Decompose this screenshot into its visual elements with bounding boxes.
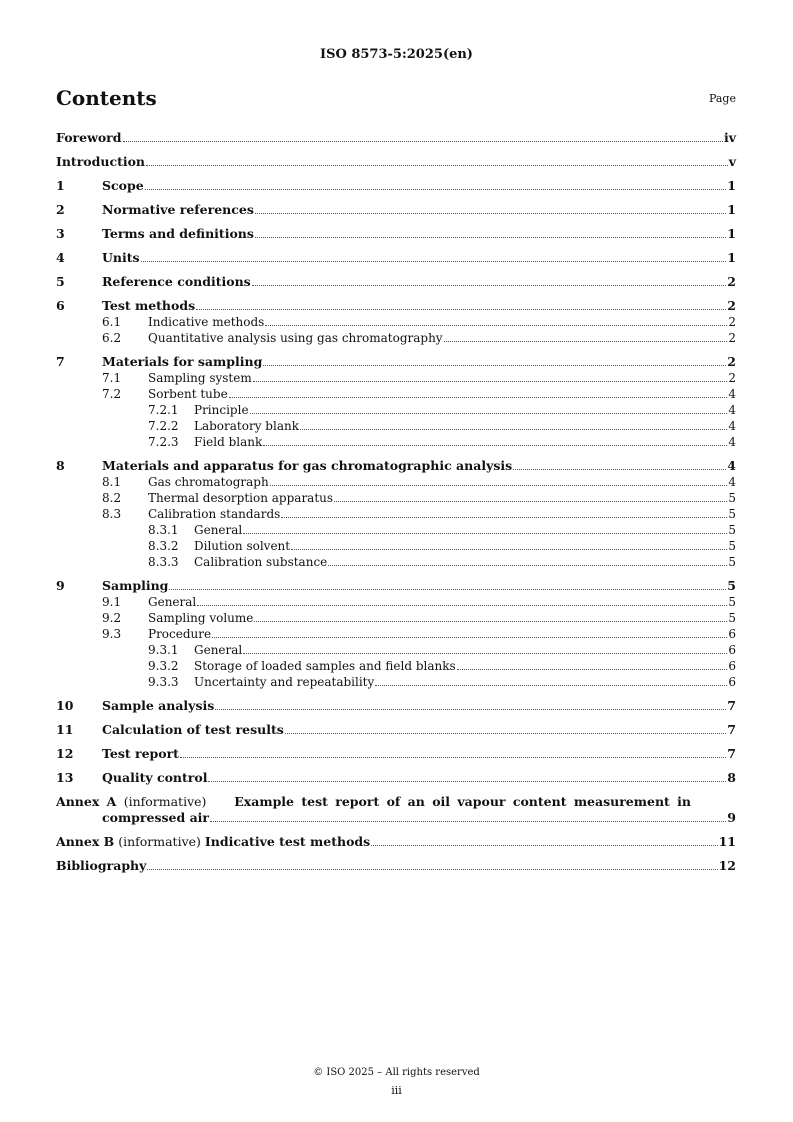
toc-entry-title: Dilution solvent: [194, 539, 291, 553]
document-identifier: ISO 8573-5:2025(en): [320, 47, 473, 62]
dot-leader: [141, 261, 727, 262]
toc-entry-number: 6.2: [102, 331, 122, 345]
dot-leader: [263, 445, 727, 446]
dot-leader: [197, 605, 727, 606]
toc-entry-page: 5: [728, 611, 736, 625]
annex-a-label: Annex A (informative): [56, 794, 207, 809]
toc-entry-number: 8.3: [102, 507, 122, 521]
toc-entry-number: 1: [56, 178, 65, 193]
toc-entry-page: 6: [728, 627, 736, 641]
toc-entry-page: 2: [727, 274, 736, 289]
toc-entry-title: Laboratory blank: [194, 419, 299, 433]
toc-entry-page: 2: [728, 331, 736, 345]
annex-b-page: 11: [718, 834, 736, 849]
dot-leader: [146, 165, 728, 166]
toc-entry[interactable]: [56, 402, 736, 418]
toc-entry-title: Quality control: [102, 770, 208, 785]
toc-entry[interactable]: [56, 698, 736, 714]
dot-leader: [291, 549, 727, 550]
toc-entry[interactable]: [56, 474, 736, 490]
copyright-notice: © ISO 2025 – All rights reserved: [313, 1067, 480, 1078]
toc-entry-title: Uncertainty and repeatability: [194, 675, 375, 689]
toc-entry-title: Sampling volume: [148, 611, 254, 625]
toc-entry-number: 8.3.3: [148, 555, 179, 569]
toc-entry-title: Calibration substance: [194, 555, 328, 569]
toc-entry[interactable]: [56, 354, 736, 370]
toc-entry-page: 5: [728, 595, 736, 609]
page-column-label: Page: [708, 92, 736, 105]
dot-leader: [300, 429, 727, 430]
dot-leader: [263, 365, 726, 366]
annex-b-title: Indicative test methods: [204, 834, 371, 849]
dot-leader: [123, 141, 723, 142]
toc-entry-page: 5: [728, 523, 736, 537]
toc-entry-number: 9.3.2: [148, 659, 179, 673]
toc-entry[interactable]: [56, 610, 736, 626]
toc-entry-page: 4: [728, 403, 736, 417]
dot-leader: [285, 733, 726, 734]
toc-entry[interactable]: [56, 298, 736, 314]
toc-entry-number: 8.2: [102, 491, 122, 505]
toc-entry-number: 8.3.1: [148, 523, 179, 537]
toc-entry-number: 7.2.1: [148, 403, 179, 417]
dot-leader: [212, 637, 727, 638]
toc-entry-title: Scope: [102, 178, 144, 193]
toc-entry-page: 2: [727, 298, 736, 313]
toc-entry-page: 4: [728, 475, 736, 489]
toc-entry-title: Gas chromatograph: [148, 475, 269, 489]
toc-entry[interactable]: [56, 250, 736, 266]
toc-entry-number: 4: [56, 250, 65, 265]
dot-leader: [371, 845, 717, 846]
dot-leader: [208, 781, 726, 782]
dot-leader: [375, 685, 727, 686]
toc-entry-annex-a[interactable]: [56, 794, 736, 826]
dot-leader: [334, 501, 727, 502]
toc-entry-title: Materials for sampling: [102, 354, 263, 369]
annex-a-title-line1: Example test report of an oil vapour content measurement in: [234, 794, 691, 809]
toc-entry[interactable]: [56, 770, 736, 786]
toc-entry-page: 7: [727, 746, 736, 761]
dot-leader: [210, 821, 726, 822]
toc-entry-page: 2: [728, 371, 736, 385]
toc-entry-number: 11: [56, 722, 74, 737]
toc-entry[interactable]: [56, 626, 736, 642]
toc-entry-page: 5: [727, 578, 736, 593]
toc-entry[interactable]: [56, 522, 736, 538]
toc-entry-title: Calculation of test results: [102, 722, 284, 737]
toc-entry-page: 8: [727, 770, 736, 785]
toc-entry[interactable]: [56, 458, 736, 474]
toc-entry[interactable]: [56, 434, 736, 450]
toc-entry-page: 4: [727, 458, 736, 473]
dot-leader: [253, 381, 728, 382]
annex-b-type: (informative): [118, 834, 201, 849]
toc-entry-number: 7.1: [102, 371, 122, 385]
toc-entry[interactable]: [56, 330, 736, 346]
toc-entry-number: 7: [56, 354, 65, 369]
toc-entry-title: Indicative methods: [148, 315, 265, 329]
toc-entry-page: 6: [728, 675, 736, 689]
toc-entry-title: Thermal desorption apparatus: [148, 491, 334, 505]
toc-entry-page: 1: [727, 202, 736, 217]
toc-entry[interactable]: [56, 202, 736, 218]
toc-entry[interactable]: [56, 274, 736, 290]
dot-leader: [180, 757, 726, 758]
toc-entry-number: 13: [56, 770, 74, 785]
dot-leader: [243, 653, 727, 654]
toc-entry-number: 9.1: [102, 595, 122, 609]
toc-entry-number: 7.2.2: [148, 419, 179, 433]
toc-entry-title: General: [148, 595, 197, 609]
toc-entry-title: General: [194, 643, 243, 657]
toc-entry-number: 6.1: [102, 315, 122, 329]
dot-leader: [265, 325, 727, 326]
toc-entry-title: Foreword: [56, 130, 122, 145]
dot-leader: [457, 669, 728, 670]
toc-entry-title: Procedure: [148, 627, 212, 641]
toc-entry-page: 5: [728, 491, 736, 505]
toc-entry-page: 7: [727, 698, 736, 713]
toc-entry-number: 7.2.3: [148, 435, 179, 449]
toc-entry[interactable]: [56, 178, 736, 194]
toc-entry-number: 7.2: [102, 387, 122, 401]
toc-entry-title: Test methods: [102, 298, 196, 313]
dot-leader: [513, 469, 726, 470]
toc-entry-title: Field blank: [194, 435, 263, 449]
dot-leader: [145, 189, 727, 190]
annex-a-page: 9: [727, 810, 736, 825]
toc-entry-page: 6: [728, 643, 736, 657]
toc-entry-number: 8: [56, 458, 65, 473]
toc-entry[interactable]: [56, 386, 736, 402]
toc-entry-page: 1: [727, 178, 736, 193]
toc-entry-annex-b[interactable]: [56, 834, 736, 850]
dot-leader: [328, 565, 727, 566]
toc-entry-number: 2: [56, 202, 65, 217]
toc-entry[interactable]: [56, 154, 736, 170]
dot-leader: [255, 213, 726, 214]
toc-entry-page: v: [728, 154, 736, 169]
toc-entry-page: 4: [728, 387, 736, 401]
bibliography-page: 12: [718, 858, 736, 873]
dot-leader: [196, 309, 726, 310]
toc-entry-number: 9.3.1: [148, 643, 179, 657]
toc-entry[interactable]: [56, 658, 736, 674]
dot-leader: [281, 517, 727, 518]
dot-leader: [254, 621, 727, 622]
toc-entry-page: 2: [727, 354, 736, 369]
toc-entry-title: Sampling system: [148, 371, 252, 385]
page-title: Contents: [56, 86, 157, 110]
toc-entry[interactable]: [56, 594, 736, 610]
toc-entry-number: 9.3.3: [148, 675, 179, 689]
toc-entry[interactable]: [56, 370, 736, 386]
page-number: iii: [391, 1084, 402, 1097]
toc-entry-title: Units: [102, 250, 140, 265]
toc-entry-number: 9.3: [102, 627, 122, 641]
annex-b-label: Annex B: [56, 834, 115, 849]
toc-entry-title: Sample analysis: [102, 698, 215, 713]
toc-entry-page: 7: [727, 722, 736, 737]
toc-entry-title: Principle: [194, 403, 249, 417]
toc-entry[interactable]: [56, 506, 736, 522]
dot-leader: [250, 413, 728, 414]
toc-entry[interactable]: [56, 554, 736, 570]
toc-entry-page: 5: [728, 539, 736, 553]
toc-entry-number: 8.3.2: [148, 539, 179, 553]
dot-leader: [444, 341, 728, 342]
toc-entry[interactable]: [56, 578, 736, 594]
bibliography-title: Bibliography: [56, 858, 147, 873]
dot-leader: [215, 709, 726, 710]
toc-entry-number: 3: [56, 226, 65, 241]
toc-entry-page: 4: [728, 435, 736, 449]
toc-entry-page: 6: [728, 659, 736, 673]
dot-leader: [270, 485, 728, 486]
toc-entry-title: Normative references: [102, 202, 254, 217]
dot-leader: [255, 237, 726, 238]
toc-entry-title: Introduction: [56, 154, 146, 169]
toc-entry[interactable]: [56, 314, 736, 330]
dot-leader: [229, 397, 728, 398]
toc-entry-title: Materials and apparatus for gas chromatographic analysis: [102, 458, 513, 473]
toc-entry-title: Reference conditions: [102, 274, 251, 289]
toc-entry[interactable]: [56, 746, 736, 762]
table-of-contents: [56, 128, 736, 874]
toc-entry[interactable]: [56, 642, 736, 658]
toc-entry[interactable]: [56, 226, 736, 242]
toc-entry[interactable]: [56, 538, 736, 554]
dot-leader: [243, 533, 727, 534]
toc-entry-number: 12: [56, 746, 74, 761]
dot-leader: [169, 589, 726, 590]
toc-entry-page: 1: [727, 226, 736, 241]
toc-entry-page: 5: [728, 555, 736, 569]
toc-entry-title: Quantitative analysis using gas chromatography: [148, 331, 443, 345]
toc-entry-title: Terms and definitions: [102, 226, 254, 241]
toc-entry-title: Storage of loaded samples and field blanks: [194, 659, 456, 673]
toc-entry-page: 5: [728, 507, 736, 521]
dot-leader: [252, 285, 727, 286]
toc-entry-number: 6: [56, 298, 65, 313]
toc-entry-number: 8.1: [102, 475, 122, 489]
toc-entry-title: Test report: [102, 746, 179, 761]
toc-entry-title: General: [194, 523, 243, 537]
toc-entry[interactable]: [56, 490, 736, 506]
dot-leader: [147, 869, 717, 870]
toc-entry[interactable]: [56, 722, 736, 738]
toc-entry-title: Sorbent tube: [148, 387, 228, 401]
toc-entry-title: Calibration standards: [148, 507, 281, 521]
toc-entry-number: 9: [56, 578, 65, 593]
toc-entry[interactable]: [56, 674, 736, 690]
toc-entry-bibliography[interactable]: [56, 858, 736, 874]
toc-entry-page: 1: [727, 250, 736, 265]
toc-entry[interactable]: [56, 418, 736, 434]
toc-entry-page: 2: [728, 315, 736, 329]
toc-entry-number: 9.2: [102, 611, 122, 625]
annex-a-title-line2: compressed air: [102, 810, 210, 825]
toc-entry-number: 5: [56, 274, 65, 289]
toc-entry-page: 4: [728, 419, 736, 433]
toc-entry-number: 10: [56, 698, 74, 713]
toc-entry[interactable]: [56, 130, 736, 146]
toc-entry-title: Sampling: [102, 578, 169, 593]
toc-entry-page: iv: [723, 130, 736, 145]
